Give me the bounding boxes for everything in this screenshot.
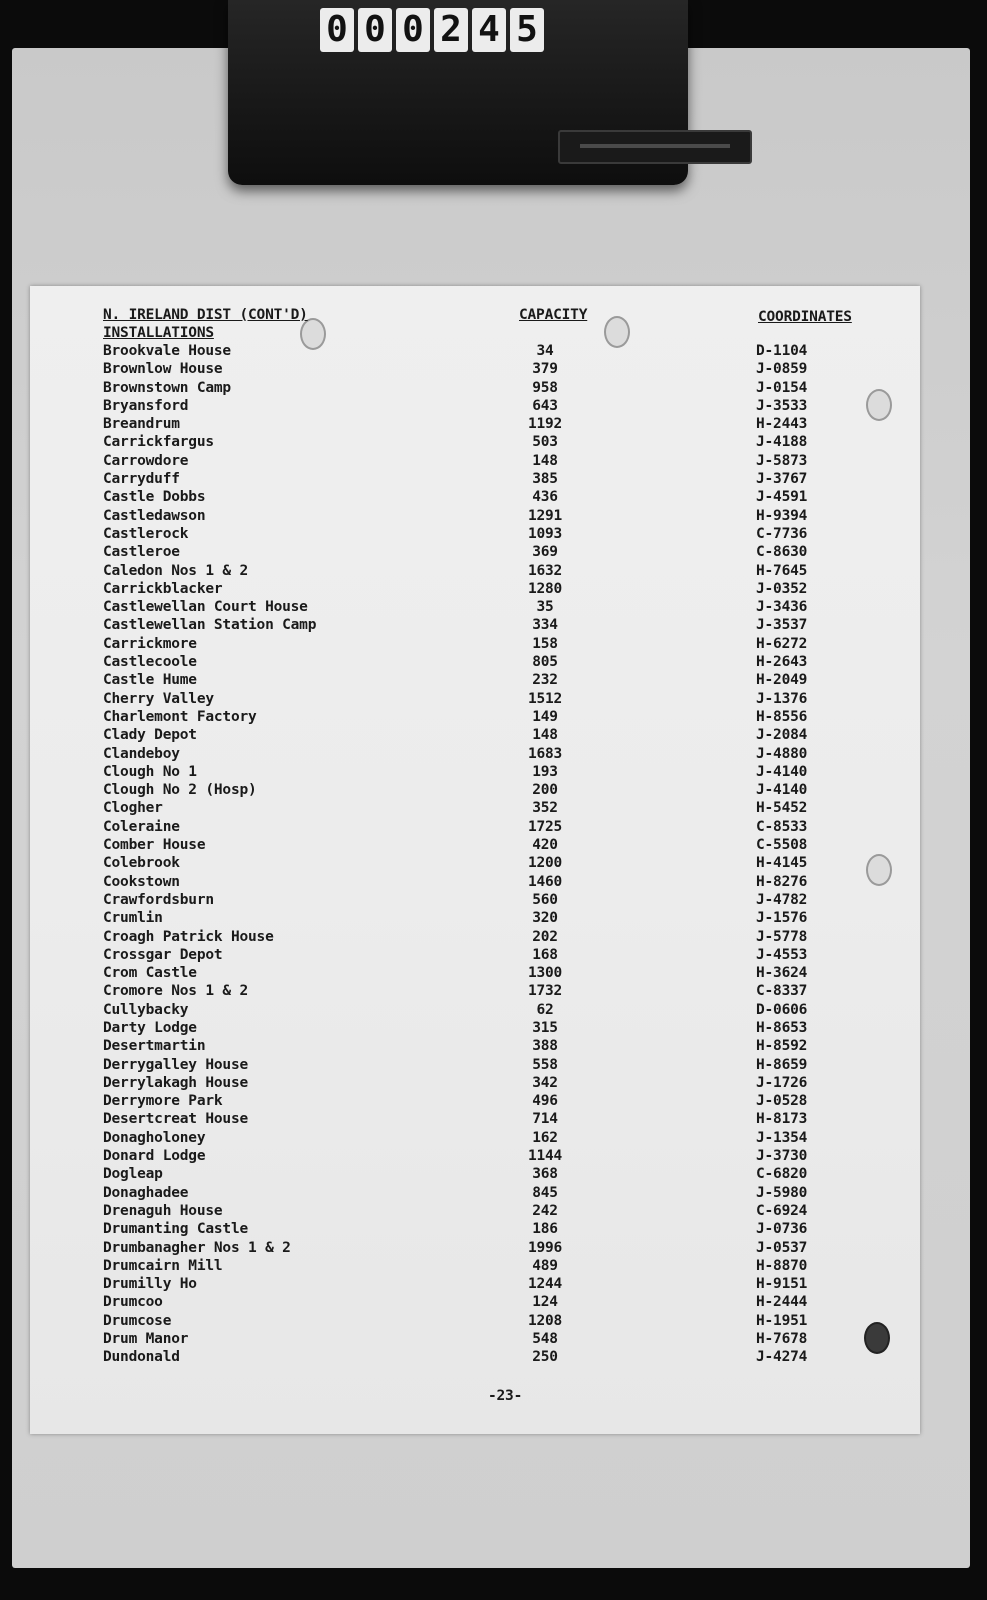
coordinate-value: J-5873 — [756, 452, 808, 469]
table-row — [0, 909, 987, 927]
coordinate-value: H-7678 — [756, 1331, 808, 1348]
counter-digit: 0 — [320, 8, 354, 52]
coordinate-value: J-3533 — [756, 397, 808, 414]
capacity-value: 420 — [532, 837, 558, 854]
capacity-value: 168 — [532, 946, 558, 963]
coordinate-value: H-6272 — [756, 635, 808, 652]
capacity-value: 1244 — [527, 1276, 563, 1293]
table-row — [0, 1147, 987, 1165]
coordinate-value: J-1376 — [756, 690, 808, 707]
capacity-value: 548 — [532, 1331, 558, 1348]
table-row — [0, 616, 987, 634]
capacity-value: 845 — [532, 1184, 558, 1201]
table-row — [0, 397, 987, 415]
coordinate-value: J-3537 — [756, 617, 808, 634]
installation-name: Drenaguh House — [103, 1202, 223, 1219]
capacity-value: 1512 — [527, 690, 563, 707]
capacity-value: 342 — [532, 1074, 558, 1091]
table-row — [0, 1257, 987, 1275]
table-row — [0, 580, 987, 598]
capacity-value: 242 — [532, 1202, 558, 1219]
capacity-value: 148 — [532, 727, 558, 744]
installation-name: Desertmartin — [103, 1038, 206, 1055]
installation-name: Desertcreat House — [103, 1111, 249, 1128]
installation-name: Coleraine — [103, 818, 180, 835]
installation-name: Comber House — [103, 837, 206, 854]
installation-name: Derrygalley House — [103, 1056, 249, 1073]
coordinates-heading: COORDINATES — [758, 309, 852, 325]
capacity-value: 1683 — [527, 745, 563, 762]
coordinate-value: J-0528 — [756, 1093, 808, 1110]
table-row — [0, 799, 987, 817]
coordinate-value: J-1354 — [756, 1129, 808, 1146]
counter-digit: 5 — [510, 8, 544, 52]
table-row — [0, 562, 987, 580]
table-row — [0, 1293, 987, 1311]
table-row — [0, 1165, 987, 1183]
capacity-value: 1300 — [527, 965, 563, 982]
capacity-value: 162 — [532, 1129, 558, 1146]
capacity-value: 379 — [532, 361, 558, 378]
installation-name: Castle Hume — [103, 672, 197, 689]
coordinate-value: J-5980 — [756, 1184, 808, 1201]
installation-name: Crumlin — [103, 910, 163, 927]
capacity-value: 385 — [532, 471, 558, 488]
installation-name: Castle Dobbs — [103, 489, 206, 506]
coordinate-value: J-0736 — [756, 1221, 808, 1238]
counter-digit: 0 — [358, 8, 392, 52]
coordinate-value: C-6924 — [756, 1202, 808, 1219]
counter-digit: 4 — [472, 8, 506, 52]
table-header-left — [103, 306, 308, 342]
table-row — [0, 1110, 987, 1128]
capacity-value: 124 — [532, 1294, 558, 1311]
table-row — [0, 1056, 987, 1074]
capacity-value: 489 — [532, 1257, 558, 1274]
installation-name: Drumanting Castle — [103, 1221, 249, 1238]
installation-name: Crossgar Depot — [103, 946, 223, 963]
table-row — [0, 836, 987, 854]
coordinate-value: J-1576 — [756, 910, 808, 927]
installation-name: Drumbanagher Nos 1 & 2 — [103, 1239, 291, 1256]
installation-name: Brownstown Camp — [103, 379, 231, 396]
installation-name: Cromore Nos 1 & 2 — [103, 983, 249, 1000]
installation-name: Brookvale House — [103, 343, 231, 359]
capacity-value: 805 — [532, 654, 558, 671]
capacity-value: 558 — [532, 1056, 558, 1073]
table-row — [0, 543, 987, 561]
installation-name: Darty Lodge — [103, 1019, 197, 1036]
table-row — [0, 1330, 987, 1348]
capacity-value: 1996 — [527, 1239, 563, 1256]
coordinate-value: C-6820 — [756, 1166, 808, 1183]
installation-name: Drum Manor — [103, 1331, 189, 1348]
coordinate-value: C-8337 — [756, 983, 808, 1000]
installation-name: Donagholoney — [103, 1129, 206, 1146]
installation-name: Clough No 1 — [103, 763, 197, 780]
coordinate-value: J-4140 — [756, 782, 808, 799]
installation-name: Brownlow House — [103, 361, 223, 378]
coordinate-value: J-0154 — [756, 379, 808, 396]
table-row — [0, 1220, 987, 1238]
capacity-value: 35 — [536, 599, 554, 616]
coordinate-value: H-5452 — [756, 800, 808, 817]
installation-name: Crom Castle — [103, 965, 197, 982]
frame-counter — [320, 8, 544, 56]
table-row — [0, 507, 987, 525]
table-row — [0, 488, 987, 506]
table-row — [0, 964, 987, 982]
coordinate-value: J-1726 — [756, 1074, 808, 1091]
installation-name: Dundonald — [103, 1349, 180, 1366]
installation-name: Castlewellan Court House — [103, 599, 308, 616]
installation-name: Carryduff — [103, 471, 180, 488]
coordinate-value: H-2643 — [756, 654, 808, 671]
counter-digit: 2 — [434, 8, 468, 52]
table-row — [0, 818, 987, 836]
capacity-value: 643 — [532, 397, 558, 414]
coordinate-value: H-8276 — [756, 873, 808, 890]
table-row — [0, 781, 987, 799]
installation-name: Crawfordsburn — [103, 891, 214, 908]
capacity-value: 334 — [532, 617, 558, 634]
installation-name: Drumcoo — [103, 1294, 163, 1311]
capacity-value: 369 — [532, 544, 558, 561]
table-row — [0, 525, 987, 543]
coordinate-value: H-9151 — [756, 1276, 808, 1293]
capacity-value: 368 — [532, 1166, 558, 1183]
coordinate-value: J-4782 — [756, 891, 808, 908]
capacity-value: 958 — [532, 379, 558, 396]
installation-name: Carrowdore — [103, 452, 189, 469]
coordinate-value: J-0537 — [756, 1239, 808, 1256]
installation-name: Castleroe — [103, 544, 180, 561]
capacity-value: 1291 — [527, 507, 563, 524]
table-row — [0, 946, 987, 964]
installation-name: Clogher — [103, 800, 163, 817]
counter-digit: 0 — [396, 8, 430, 52]
coordinate-value: H-8870 — [756, 1257, 808, 1274]
table-row — [0, 1001, 987, 1019]
table-row — [0, 854, 987, 872]
installation-name: Drumcose — [103, 1312, 172, 1329]
table-row — [0, 1074, 987, 1092]
installation-name: Donaghadee — [103, 1184, 189, 1201]
coordinate-value: J-4274 — [756, 1349, 808, 1366]
installation-name: Clady Depot — [103, 727, 197, 744]
installation-name: Castlecoole — [103, 654, 197, 671]
capacity-value: 149 — [532, 708, 558, 725]
installation-name: Cherry Valley — [103, 690, 214, 707]
counter-clip — [558, 130, 752, 164]
page-number: -23- — [488, 1388, 523, 1404]
coordinate-value: J-2084 — [756, 727, 808, 744]
coordinate-value: H-9394 — [756, 507, 808, 524]
installation-name: Carrickmore — [103, 635, 197, 652]
capacity-value: 436 — [532, 489, 558, 506]
capacity-value: 232 — [532, 672, 558, 689]
installation-name: Castledawson — [103, 507, 206, 524]
coordinate-value: J-3767 — [756, 471, 808, 488]
table-row — [0, 690, 987, 708]
capacity-value: 496 — [532, 1093, 558, 1110]
table-row — [0, 891, 987, 909]
coordinate-value: H-8659 — [756, 1056, 808, 1073]
capacity-value: 1200 — [527, 855, 563, 872]
capacity-value: 1280 — [527, 580, 563, 597]
capacity-value: 560 — [532, 891, 558, 908]
capacity-value: 148 — [532, 452, 558, 469]
installation-name: Drumcairn Mill — [103, 1257, 223, 1274]
table-row — [0, 635, 987, 653]
installation-name: Clough No 2 (Hosp) — [103, 782, 257, 799]
capacity-value: 320 — [532, 910, 558, 927]
table-row — [0, 1019, 987, 1037]
table-row — [0, 653, 987, 671]
capacity-value: 200 — [532, 782, 558, 799]
installation-name: Croagh Patrick House — [103, 928, 274, 945]
installation-name: Derrymore Park — [103, 1093, 223, 1110]
coordinate-value: D-1104 — [756, 343, 808, 359]
coordinate-value: H-2049 — [756, 672, 808, 689]
capacity-value: 1632 — [527, 562, 563, 579]
capacity-value: 1144 — [527, 1148, 563, 1165]
coordinate-value: J-4553 — [756, 946, 808, 963]
capacity-value: 315 — [532, 1019, 558, 1036]
coordinate-value: J-0859 — [756, 361, 808, 378]
installation-name: Breandrum — [103, 416, 180, 433]
installation-name: Clandeboy — [103, 745, 180, 762]
capacity-value: 62 — [536, 1001, 554, 1018]
table-row — [0, 763, 987, 781]
capacity-heading: CAPACITY — [519, 307, 588, 323]
coordinate-value: J-4188 — [756, 434, 808, 451]
coordinate-value: H-2444 — [756, 1294, 808, 1311]
table-row — [0, 1239, 987, 1257]
coordinate-value: H-8173 — [756, 1111, 808, 1128]
table-row — [0, 1312, 987, 1330]
installation-name: Caledon Nos 1 & 2 — [103, 562, 249, 579]
installation-name: Bryansford — [103, 397, 189, 414]
installation-name: Charlemont Factory — [103, 708, 257, 725]
capacity-value: 1725 — [527, 818, 563, 835]
coordinate-value: H-7645 — [756, 562, 808, 579]
capacity-value: 193 — [532, 763, 558, 780]
table-row — [0, 1092, 987, 1110]
installation-name: Carrickfargus — [103, 434, 214, 451]
table-row — [0, 433, 987, 451]
table-row — [0, 982, 987, 1000]
installation-name: Drumilly Ho — [103, 1276, 197, 1293]
coordinate-value: D-0606 — [756, 1001, 808, 1018]
coordinate-value: H-1951 — [756, 1312, 808, 1329]
table-row — [0, 415, 987, 433]
installations-heading: INSTALLATIONS — [103, 325, 214, 341]
installation-name: Dogleap — [103, 1166, 163, 1183]
capacity-value: 1192 — [527, 416, 563, 433]
installation-name: Cullybacky — [103, 1001, 189, 1018]
table-row — [0, 745, 987, 763]
coordinate-value: C-8533 — [756, 818, 808, 835]
installation-name: Colebrook — [103, 855, 180, 872]
capacity-value: 1208 — [527, 1312, 563, 1329]
table-row — [0, 1202, 987, 1220]
district-heading: N. IRELAND DIST (CONT'D) — [103, 307, 308, 323]
table-row — [0, 342, 987, 360]
coordinate-value: H-8556 — [756, 708, 808, 725]
coordinate-value: H-4145 — [756, 855, 808, 872]
coordinate-value: C-8630 — [756, 544, 808, 561]
coordinate-value: H-8653 — [756, 1019, 808, 1036]
table-row — [0, 726, 987, 744]
coordinate-value: C-5508 — [756, 837, 808, 854]
table-row — [0, 598, 987, 616]
table-row — [0, 1275, 987, 1293]
capacity-value: 503 — [532, 434, 558, 451]
coordinate-value: J-4591 — [756, 489, 808, 506]
table-row — [0, 708, 987, 726]
coordinate-value: H-8592 — [756, 1038, 808, 1055]
capacity-value: 158 — [532, 635, 558, 652]
installation-name: Carrickblacker — [103, 580, 223, 597]
coordinate-value: J-4140 — [756, 763, 808, 780]
capacity-value: 1732 — [527, 983, 563, 1000]
capacity-value: 1093 — [527, 525, 563, 542]
coordinate-value: H-3624 — [756, 965, 808, 982]
coordinate-value: J-5778 — [756, 928, 808, 945]
table-row — [0, 360, 987, 378]
capacity-value: 250 — [532, 1349, 558, 1366]
table-row — [0, 671, 987, 689]
capacity-value: 352 — [532, 800, 558, 817]
capacity-value: 34 — [536, 343, 554, 359]
table-row — [0, 470, 987, 488]
installation-name: Donard Lodge — [103, 1148, 206, 1165]
coordinate-value: J-0352 — [756, 580, 808, 597]
coordinate-value: H-2443 — [756, 416, 808, 433]
installation-name: Castlewellan Station Camp — [103, 617, 317, 634]
table-row — [0, 379, 987, 397]
table-row — [0, 928, 987, 946]
installations-table — [0, 342, 987, 1367]
table-row — [0, 1184, 987, 1202]
coordinate-value: C-7736 — [756, 525, 808, 542]
coordinate-value: J-3436 — [756, 599, 808, 616]
installation-name: Castlerock — [103, 525, 189, 542]
installation-name: Derrylakagh House — [103, 1074, 249, 1091]
table-row — [0, 1037, 987, 1055]
capacity-value: 714 — [532, 1111, 558, 1128]
table-row — [0, 452, 987, 470]
capacity-value: 202 — [532, 928, 558, 945]
capacity-value: 1460 — [527, 873, 563, 890]
installation-name: Cookstown — [103, 873, 180, 890]
coordinate-value: J-3730 — [756, 1148, 808, 1165]
capacity-value: 186 — [532, 1221, 558, 1238]
capacity-value: 388 — [532, 1038, 558, 1055]
table-row — [0, 1348, 987, 1366]
table-row — [0, 873, 987, 891]
table-row — [0, 1129, 987, 1147]
coordinate-value: J-4880 — [756, 745, 808, 762]
